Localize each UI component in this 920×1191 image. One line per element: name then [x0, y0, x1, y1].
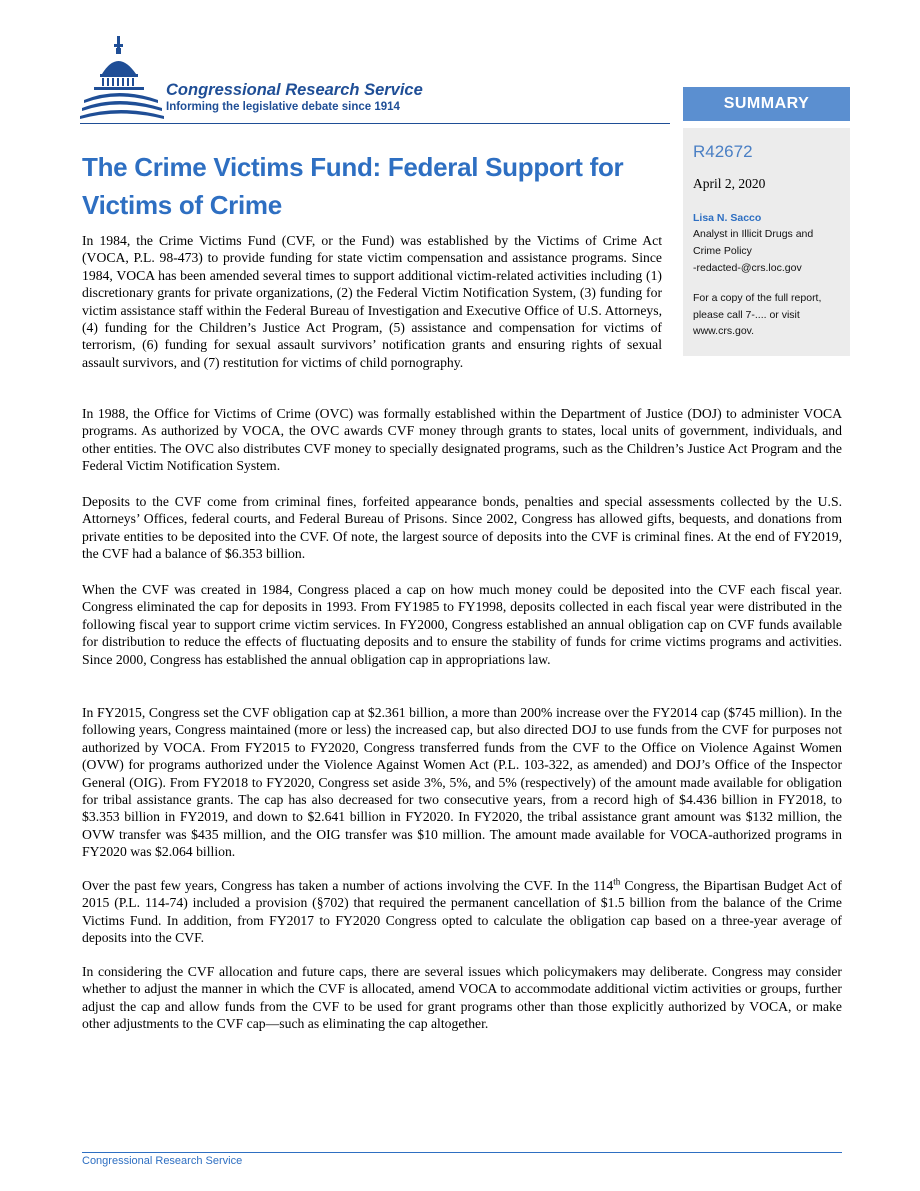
ordinal-superscript: th — [613, 876, 621, 887]
summary-paragraph-4: When the CVF was created in 1984, Congress placed a cap on how much money could be deposited into the CVF each fiscal year. Congress eliminated the cap for deposits in 1993. From FY1985 to FY1998, deposits collected in each fiscal year were distributed in the following fiscal year to support crime victim services. In FY2000, Congress established an annual obligation cap on CVF funds available for distribution to reduce the effects of fluctuating deposits and to ensure the stability of funds for crime victims programs and activities. Since 2000, Congress has established the annual obligation cap in appropriations law. — [82, 582, 842, 667]
summary-paragraph-3: Deposits to the CVF come from criminal fines, forfeited appearance bonds, penalties and special assessments collected by the U.S. Attorneys’ Offices, federal courts, and Federal Bureau of Prisons. Since 2002, Congress has allowed gifts, bequests, and donations from private entities to be deposited into the CVF. Of note, the largest source of deposits into the CVF is criminal fines. At the end of FY2019, the CVF had a balance of $6.353 billion. — [82, 494, 842, 562]
capitol-dome-icon — [80, 30, 164, 124]
report-number: R42672 — [693, 142, 753, 161]
paragraph-6-part-2: Congress, the Bipartisan Budget Act of 2015 (P.L. 114-74) included a provision (§702) that required the permanent cancellation of $1.5 billion from the balance of the Crime Victims Fund. In addition, from FY2017 to FY2020 Congress opted to calculate the obligation cap based on a three-year average of deposits into the CVF. — [82, 878, 842, 946]
summary-paragraph-2: In 1988, the Office for Victims of Crime (OVC) was formally established within the Department of Justice (DOJ) to administer VOCA programs. As authorized by VOCA, the OVC awards CVF money through grants to states, local units of government, individuals, and other entities. The OVC also distributes CVF money to specially designated programs, such as the Children’s Justice Act Program and the Federal Victim Notification System. — [82, 406, 842, 474]
crs-logo — [80, 30, 670, 125]
footer-divider — [82, 1152, 842, 1153]
summary-heading: SUMMARY — [683, 87, 850, 121]
author-email[interactable]: -redacted-@crs.loc.gov — [693, 262, 802, 274]
author-title-line-2: Crime Policy — [693, 245, 752, 257]
summary-paragraph-7: In considering the CVF allocation and future caps, there are several issues which policymakers may deliberate. Congress may consider whether to adjust the manner in which the CVF is allocated, amend VOCA to accommodate additional victim activities or groups, further adjust the cap and allow funds from the CVF to be used for grant programs other than those explicitly authorized by VOCA, or make other adjustments to the CVF cap—such as eliminating the cap altogether. — [82, 964, 842, 1032]
author-name: Lisa N. Sacco — [693, 212, 762, 224]
org-tagline: Informing the legislative debate since 1914 — [166, 101, 400, 113]
summary-sidebar — [683, 128, 850, 356]
report-date: April 2, 2020 — [693, 176, 766, 191]
footer-text: Congressional Research Service — [82, 1155, 243, 1167]
summary-paragraph-6 — [82, 877, 842, 947]
header-divider — [80, 123, 670, 124]
summary-paragraph-5: In FY2015, Congress set the CVF obligation cap at $2.361 billion, a more than 200% increase over the FY2014 cap ($745 million). In the following years, Congress maintained (more or less) the increased cap, but also directed DOJ to use funds from the CVF for purposes not authorized by VOCA. From FY2015 to FY2020, Congress transferred funds from the CVF to the Office on Violence Against Women (OVW) for programs authorized under the Violence Against Women Act (P.L. 103-322, as amended) and DOJ’s Office of the Inspector General (OIG). From FY2018 to FY2020, Congress set aside 3%, 5%, and 5% (respectively) of the amount made available for obligation for tribal assistance grants. The cap has also decreased for two consecutive years, from a record high of $4.436 billion in FY2018, to $3.353 billion in FY2019, and down to $2.641 billion in FY2020. In FY2020, the tribal assistance grant amount was $132 million, the OVW transfer was $435 million, and the OIG transfer was $10 million. The amount made available for VOCA-authorized programs in FY2020 was $2.064 billion. — [82, 705, 842, 860]
author-title-line-1: Analyst in Illicit Drugs and — [693, 228, 814, 240]
copy-note: For a copy of the full report, please call 7-.... or visit www.crs.gov. — [693, 292, 822, 337]
org-name: Congressional Research Service — [166, 81, 423, 99]
page-title: The Crime Victims Fund: Federal Support for Victims of Crime — [82, 152, 624, 220]
paragraph-6-part-1: Over the past few years, Congress has taken a number of actions involving the CVF. In the 114 — [82, 878, 614, 893]
summary-paragraph-1: In 1984, the Crime Victims Fund (CVF, or the Fund) was established by the Victims of Crime Act (VOCA, P.L. 98-473) to provide funding for state victim compensation and assistance programs. Since 1984, VOCA has been amended several times to support additional victim-related activities including (1) discretionary grants for private organizations, (2) the Federal Victim Notification System, (3) funding for victim assistance staff within the Federal Bureau of Investigation and Executive Office of U.S. Attorneys, (4) funding for the Children’s Justice Act Program, (5) assistance and compensation for victims of terrorism, (6) funding for sexual assault survivors’ notification grants and ensuring rights of sexual assault survivors, and (7) restitution for victims of child pornography. — [82, 233, 662, 370]
